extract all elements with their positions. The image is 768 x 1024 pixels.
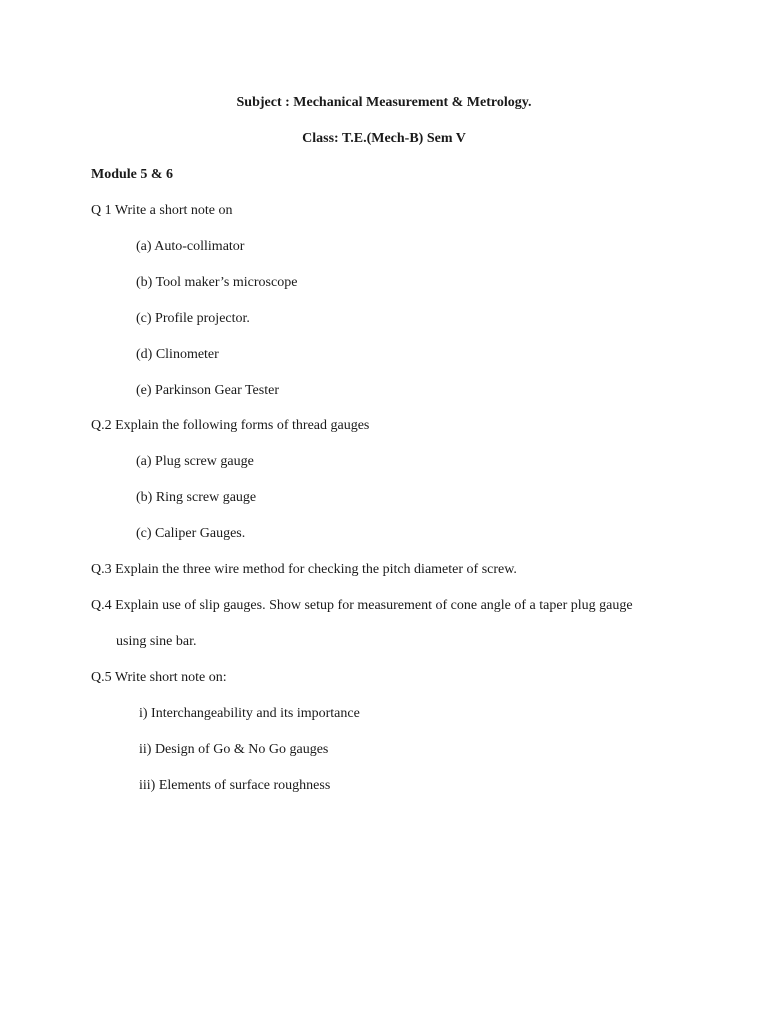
question-1: Q 1 Write a short note on bbox=[91, 203, 233, 218]
question-5-item-ii: ii) Design of Go & No Go gauges bbox=[139, 742, 329, 757]
question-1-item-e: (e) Parkinson Gear Tester bbox=[136, 383, 279, 398]
question-1-item-a: (a) Auto-collimator bbox=[136, 239, 245, 254]
question-2-item-c: (c) Caliper Gauges. bbox=[136, 526, 246, 541]
question-1-item-b: (b) Tool maker’s microscope bbox=[136, 275, 298, 290]
question-5-item-i: i) Interchangeability and its importance bbox=[139, 706, 360, 721]
question-2-item-a: (a) Plug screw gauge bbox=[136, 454, 254, 469]
question-1-item-c: (c) Profile projector. bbox=[136, 311, 250, 326]
question-5-item-iii: iii) Elements of surface roughness bbox=[139, 778, 331, 793]
subject-heading: Subject : Mechanical Measurement & Metrology. bbox=[236, 95, 532, 110]
question-4: Q.4 Explain use of slip gauges. Show setup for measurement of cone angle of a taper plug gauge bbox=[91, 598, 633, 613]
question-5: Q.5 Write short note on: bbox=[91, 670, 227, 685]
question-1-item-d: (d) Clinometer bbox=[136, 347, 219, 362]
module-heading: Module 5 & 6 bbox=[91, 167, 174, 182]
question-2: Q.2 Explain the following forms of thread gauges bbox=[91, 418, 370, 433]
question-3: Q.3 Explain the three wire method for checking the pitch diameter of screw. bbox=[91, 562, 517, 577]
class-heading: Class: T.E.(Mech-B) Sem V bbox=[302, 131, 466, 146]
question-4-continuation: using sine bar. bbox=[116, 634, 197, 649]
question-2-item-b: (b) Ring screw gauge bbox=[136, 490, 257, 505]
